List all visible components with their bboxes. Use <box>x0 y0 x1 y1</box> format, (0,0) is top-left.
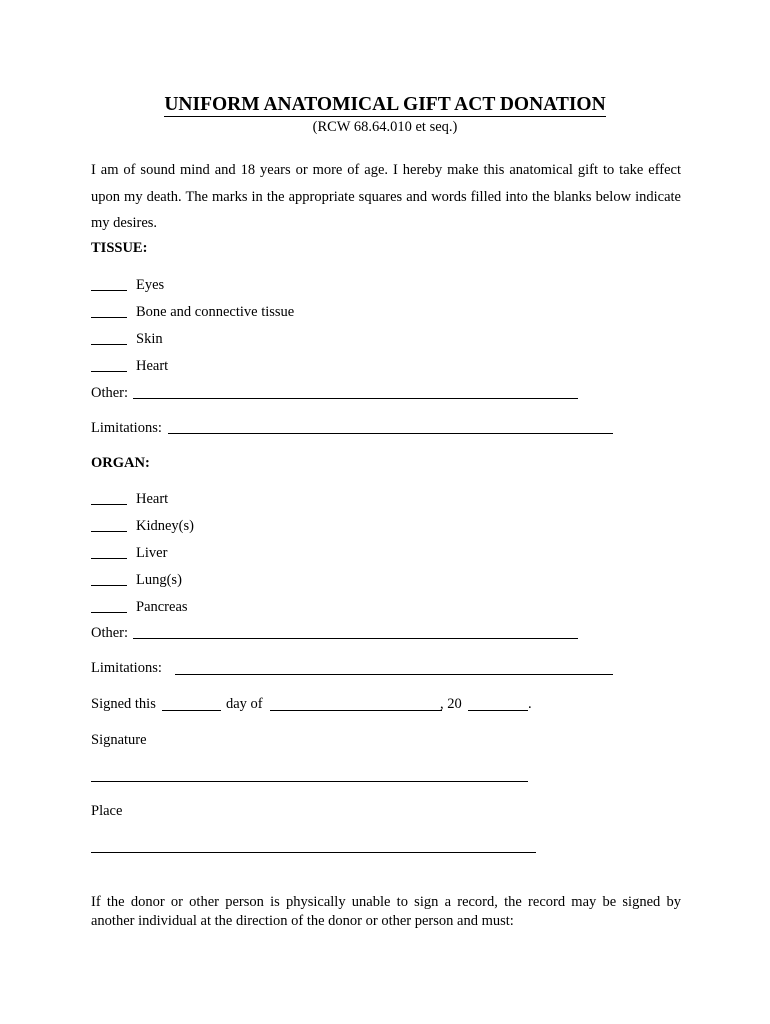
organ-limitations-label: Limitations: <box>91 660 162 676</box>
organ-other-field[interactable] <box>133 638 578 639</box>
organ-pancreas-checkbox-line[interactable] <box>91 612 127 613</box>
title-text: UNIFORM ANATOMICAL GIFT ACT DONATION <box>164 94 606 115</box>
tissue-heading: TISSUE: <box>91 240 148 256</box>
signed-month-field[interactable] <box>270 710 442 711</box>
page-title <box>0 94 770 117</box>
tissue-bone-checkbox-line[interactable] <box>91 317 127 318</box>
intro-paragraph: I am of sound mind and 18 years or more of age. I hereby make this anatomical gift to take effect upon my death. The marks in the appropriate squares and words filled into the blanks below indicate my desires. <box>91 162 681 232</box>
tissue-skin-checkbox-line[interactable] <box>91 344 127 345</box>
organ-heart-checkbox-line[interactable] <box>91 504 127 505</box>
signed-period: . <box>528 696 532 712</box>
day-of-label: day of <box>226 696 263 712</box>
tissue-item-label: Skin <box>136 331 163 347</box>
organ-item-label: Lung(s) <box>136 572 182 588</box>
place-field[interactable] <box>91 852 536 853</box>
organ-liver-checkbox-line[interactable] <box>91 558 127 559</box>
tissue-other-label: Other: <box>91 385 129 401</box>
organ-limitations-field[interactable] <box>175 674 613 675</box>
signed-year-field[interactable] <box>468 710 528 711</box>
organ-lungs-checkbox-line[interactable] <box>91 585 127 586</box>
footer-paragraph: If the donor or other person is physically unable to sign a record, the record may be signed by another individual at the direction of the donor or other person and must: <box>91 894 681 929</box>
organ-item-label: Heart <box>136 491 169 507</box>
organ-item-label: Pancreas <box>136 599 188 615</box>
page-subtitle: (RCW 68.64.010 et seq.) <box>312 119 458 135</box>
tissue-item-label: Eyes <box>136 277 165 293</box>
tissue-limitations-label: Limitations: <box>91 420 162 436</box>
signature-field[interactable] <box>91 781 528 782</box>
tissue-item-label: Bone and connective tissue <box>136 304 295 320</box>
signed-day-field[interactable] <box>162 710 221 711</box>
place-label: Place <box>91 803 123 819</box>
tissue-other-field[interactable] <box>133 398 578 399</box>
tissue-heart-checkbox-line[interactable] <box>91 371 127 372</box>
organ-other-label: Other: <box>91 625 129 641</box>
organ-kidney-checkbox-line[interactable] <box>91 531 127 532</box>
tissue-limitations-field[interactable] <box>168 433 613 434</box>
tissue-eyes-checkbox-line[interactable] <box>91 290 127 291</box>
organ-item-label: Kidney(s) <box>136 518 194 534</box>
organ-heading: ORGAN: <box>91 455 150 471</box>
signature-label: Signature <box>91 732 147 748</box>
signed-this-label: Signed this <box>91 696 156 712</box>
organ-item-label: Liver <box>136 545 168 561</box>
tissue-item-label: Heart <box>136 358 169 374</box>
year-prefix-label: , 20 <box>440 696 462 712</box>
